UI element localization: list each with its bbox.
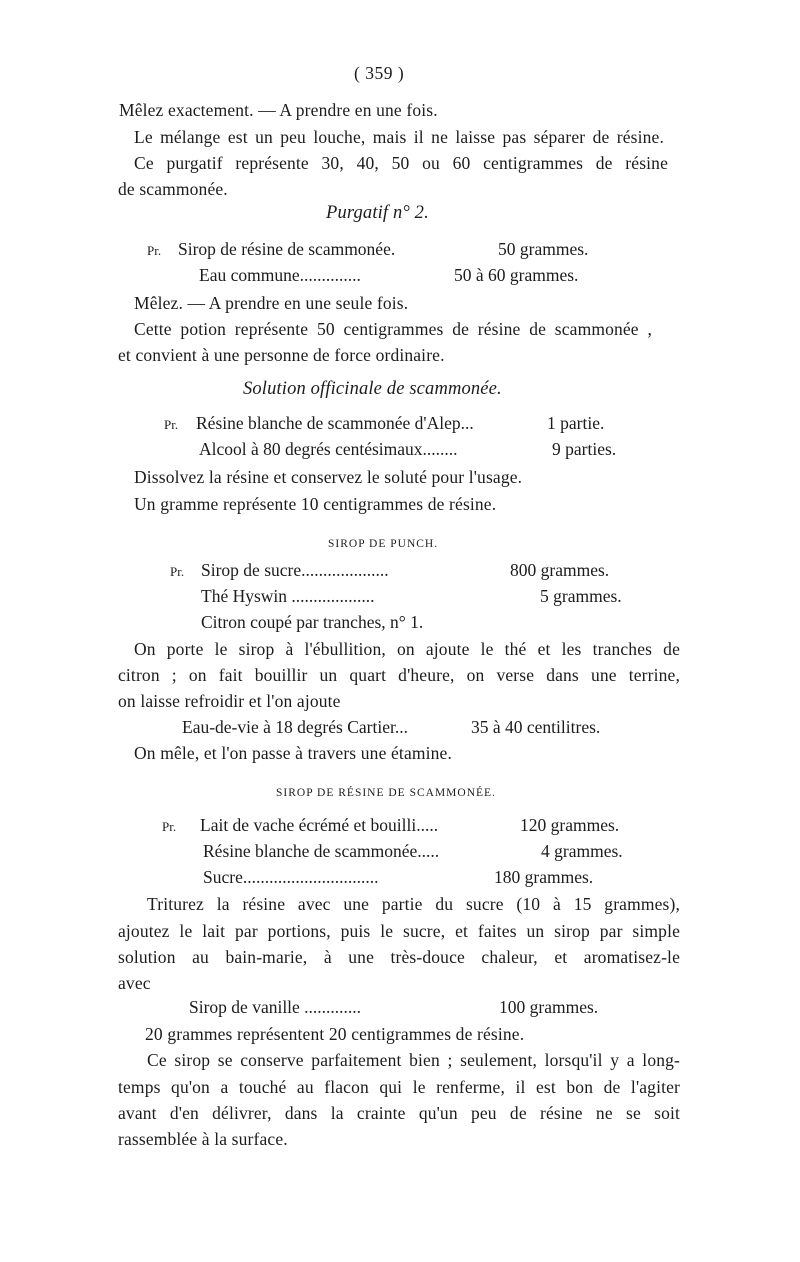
text-line: Dissolvez la résine et conservez le soluté pour l'usage. — [134, 467, 523, 487]
ingredient: Lait de vache écrémé et bouilli..... — [200, 815, 439, 835]
text-line: Mêlez. — A prendre en une seule fois. — [134, 293, 409, 313]
ingredient: Alcool à 80 degrés centésimaux........ — [199, 439, 458, 459]
text-line: temps qu'on a touché au flacon qui le renferme, il est bon de l'agiter — [118, 1077, 680, 1097]
quantity: 120 grammes. — [520, 815, 620, 835]
quantity: 9 parties. — [552, 439, 617, 459]
pr-abbreviation: Pr. — [164, 417, 179, 432]
quantity: 1 partie. — [547, 413, 605, 433]
quantity: 35 à 40 centilitres. — [471, 717, 601, 737]
page-number: ( 359 ) — [354, 63, 405, 83]
text-line: avant d'en délivrer, dans la crainte qu'un peu de résine ne se soit — [118, 1103, 680, 1123]
text-line: On mêle, et l'on passe à travers une étamine. — [134, 743, 452, 763]
text-line: 20 grammes représentent 20 centigrammes de résine. — [145, 1024, 525, 1044]
ingredient: Thé Hyswin ................... — [201, 586, 375, 606]
text-line: Ce sirop se conserve parfaitement bien ; seulement, lorsqu'il y a long- — [147, 1050, 680, 1070]
quantity: 800 grammes. — [510, 560, 610, 580]
ingredient: Eau commune.............. — [199, 265, 361, 285]
text-line: Ce purgatif représente 30, 40, 50 ou 60 centigrammes de résine — [134, 153, 668, 173]
quantity: 50 à 60 grammes. — [454, 265, 579, 285]
ingredient: Sirop de sucre.................... — [201, 560, 389, 580]
text-line: solution au bain-marie, à une très-douce chaleur, et aromatisez-le — [118, 947, 680, 967]
pr-abbreviation: Pr. — [162, 819, 177, 834]
text-line: et convient à une personne de force ordinaire. — [118, 345, 445, 365]
pr-abbreviation: Pr. — [147, 243, 162, 258]
text-line: Cette potion représente 50 centigrammes de résine de scammonée , — [134, 319, 652, 339]
ingredient: Résine blanche de scammonée d'Alep... — [196, 413, 474, 433]
text-line: on laisse refroidir et l'on ajoute — [118, 691, 341, 711]
text-line: ajoutez le lait par portions, puis le sucre, et faites un sirop par simple — [118, 921, 680, 941]
text-line: Triturez la résine avec une partie du sucre (10 à 15 grammes), — [147, 894, 680, 914]
section-heading: Solution officinale de scammonée. — [243, 379, 502, 399]
section-heading: SIROP DE RÉSINE DE SCAMMONÉE. — [276, 787, 496, 799]
quantity: 4 grammes. — [541, 841, 623, 861]
ingredient: Sirop de résine de scammonée. — [178, 239, 396, 259]
quantity: 100 grammes. — [499, 997, 599, 1017]
ingredient: Sirop de vanille ............. — [189, 997, 362, 1017]
text-line: de scammonée. — [118, 179, 228, 199]
text-line: Le mélange est un peu louche, mais il ne laisse pas séparer de résine. — [134, 127, 664, 147]
text-line: avec — [118, 973, 151, 993]
quantity: 180 grammes. — [494, 867, 594, 887]
quantity: 5 grammes. — [540, 586, 622, 606]
ingredient: Eau-de-vie à 18 degrés Cartier... — [182, 717, 408, 737]
section-heading: SIROP DE PUNCH. — [328, 538, 439, 550]
text-line: Mêlez exactement. — A prendre en une fois. — [119, 100, 438, 120]
ingredient: Citron coupé par tranches, n° 1. — [201, 612, 424, 632]
ingredient: Résine blanche de scammonée..... — [203, 841, 440, 861]
text-line: rassemblée à la surface. — [118, 1129, 288, 1149]
pr-abbreviation: Pr. — [170, 564, 185, 579]
quantity: 50 grammes. — [498, 239, 589, 259]
text-line: citron ; on fait bouillir un quart d'heure, on verse dans une terrine, — [118, 665, 680, 685]
text-line: On porte le sirop à l'ébullition, on ajoute le thé et les tranches de — [134, 639, 680, 659]
text-line: Un gramme représente 10 centigrammes de résine. — [134, 494, 497, 514]
section-heading: Purgatif n° 2. — [326, 203, 429, 223]
ingredient: Sucre............................... — [203, 867, 379, 887]
